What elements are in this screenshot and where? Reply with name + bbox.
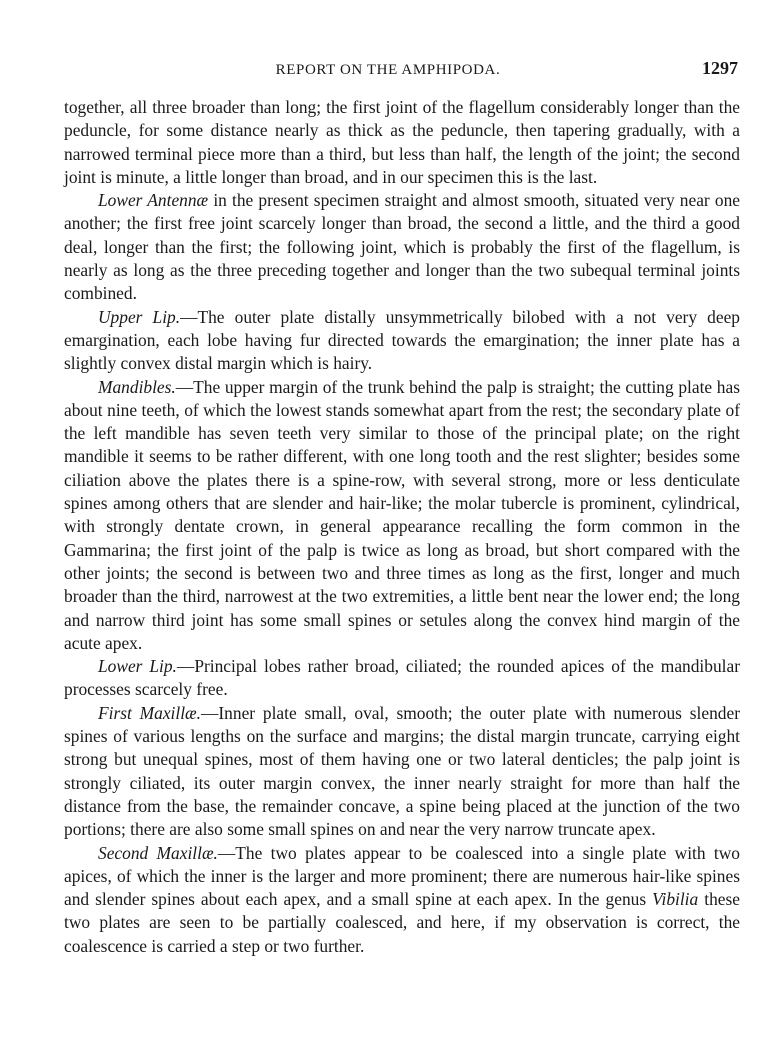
paragraph-mandibles <box>64 376 740 656</box>
paragraph-lower-lip <box>64 655 740 702</box>
paragraph-text: in the present specimen straight and almost smooth, situated very near one another; the first free joint scarcely longer than broad, the second a little, and the third a good deal, longer than the first; the following joint, which is probably the first of the flagellum, is nearly as long as the three preceding together and longer than the two subequal terminal joints combined. <box>64 190 740 304</box>
running-head <box>0 58 776 82</box>
paragraph-first-maxillae <box>64 702 740 842</box>
section-heading-lower-lip: Lower Lip. <box>98 656 177 677</box>
section-heading-lower-antennae: Lower Antennæ <box>98 190 209 211</box>
paragraph-second-maxillae <box>64 842 740 958</box>
paragraph-upper-lip <box>64 306 740 376</box>
section-heading-mandibles: Mandibles. <box>98 376 176 397</box>
section-heading-upper-lip: Upper Lip. <box>98 306 181 327</box>
paragraph-text-continued: these two plates are seen to be partially coalesced, and here, if my observation is correct, the coalescence is carried a step or two further. <box>64 889 740 956</box>
paragraph-text: together, all three broader than long; the first joint of the flagellum considerably longer than the peduncle, for some distance nearly as thick as the peduncle, then tapering gradually, with a narrowed terminal piece more than a third, but less than half, the length of the joint; the second joint is minute, a little longer than broad, and in our specimen this is the last. <box>64 97 740 187</box>
paragraph-text: —The upper margin of the trunk behind the palp is straight; the cutting plate has about nine teeth, of which the lowest stands somewhat apart from the rest; the secondary plate of the left mandible has seven teeth very similar to those of the principal plate; on the right mandible it seems to be rather different, with one long tooth and the rest slighter; besides some ciliation above the plates there is a spine-row, with several strong, more or less denticulate spines among others that are slender and hair-like; the molar tubercle is prominent, cylindrical, with strongly dentate crown, in general appearance recalling the form common in the Gammarina; the first joint of the palp is twice as long as broad, but short compared with the other joints; the second is between two and three times as long as the first, longer and much broader than the third, narrowest at the two extremities, a little bent near the lower end; the long and narrow third joint has some small spines or setules along the convex hind margin of the acute apex. <box>64 376 740 653</box>
running-title: REPORT ON THE AMPHIPODA. <box>275 62 501 78</box>
section-heading-first-maxillae: First Maxillæ. <box>98 702 201 723</box>
paragraph-text: —Principal lobes rather broad, ciliated; the rounded apices of the mandibular processes scarcely free. <box>64 656 740 700</box>
paragraph-text: —Inner plate small, oval, smooth; the outer plate with numerous slender spines of various lengths on the surface and margins; the distal margin truncate, carrying eight strong but unequal spines, most of them having one or two lateral denticles; the palp joint is strongly ciliated, its outer margin convex, the inner nearly straight for more than half the distance from the base, the remainder concave, a spine being placed at the junction of the two portions; there are also some small spines on and near the very narrow truncate apex. <box>64 702 740 840</box>
page-number: 1297 <box>702 58 738 78</box>
paragraph-lower-antennae <box>64 189 740 305</box>
section-heading-second-maxillae: Second Maxillæ. <box>98 842 218 863</box>
genus-name: Vibilia <box>652 889 699 910</box>
paragraph-flagellum-continued <box>64 96 740 189</box>
paragraph-text: —The two plates appear to be coalesced into a single plate with two apices, of which the inner is the larger and more prominent; there are numerous hair-like spines and slender spines about each apex, and a small spine at each apex. In the genus <box>64 842 740 910</box>
paragraph-text: —The outer plate distally unsymmetrically bilobed with a not very deep emargination, each lobe having fur directed towards the emargination; the inner plate has a slightly convex distal margin which is hairy. <box>64 306 740 374</box>
body-text <box>64 96 740 958</box>
